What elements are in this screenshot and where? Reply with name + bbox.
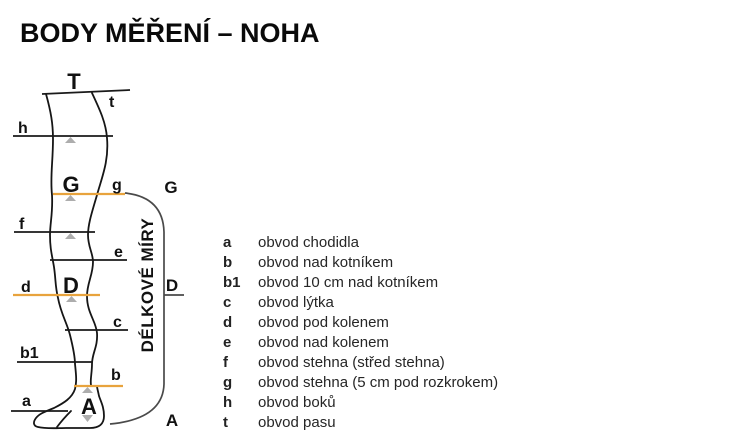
legend-row-g: [223, 373, 498, 393]
measurement-line-T: [42, 90, 130, 94]
legend-row-d: [223, 313, 498, 333]
page-title: BODY MĚŘENÍ – NOHA: [20, 18, 320, 48]
marker-triangle-f: [65, 233, 76, 239]
legend-text: obvod stehna (střed stehna): [258, 354, 445, 371]
label-h: h: [18, 120, 28, 137]
legend-key: h: [223, 394, 233, 411]
label-d-red: d: [21, 279, 31, 296]
legend-row-a: [223, 233, 498, 253]
label-c: c: [113, 314, 122, 331]
legend: [223, 233, 498, 433]
marker-triangle-b: [82, 387, 93, 393]
label-g-red: g: [112, 177, 122, 194]
bracket-label-D: D: [165, 276, 179, 295]
legend-text: obvod boků: [258, 394, 336, 411]
legend-row-b1: [223, 273, 498, 293]
label-b-red: b: [111, 367, 121, 384]
legend-row-c: [223, 293, 498, 313]
legend-text: obvod nad kotníkem: [258, 254, 394, 271]
legend-row-e: [223, 333, 498, 353]
length-axis-caption: DÉLKOVÉ MÍRY: [138, 217, 157, 353]
legend-text: obvod nad kolenem: [258, 334, 389, 351]
legend-text: obvod stehna (5 cm pod rozkrokem): [258, 374, 499, 391]
legend-text: obvod pasu: [258, 414, 336, 431]
legend-row-h: [223, 393, 498, 413]
legend-text: obvod 10 cm nad kotníkem: [258, 274, 439, 291]
bracket-label-G: G: [164, 178, 178, 197]
legend-key: c: [223, 294, 232, 311]
legend-key: g: [223, 374, 233, 391]
legend-key: t: [223, 414, 228, 431]
legend-text: obvod chodidla: [258, 234, 359, 251]
label-G: G: [62, 172, 80, 197]
marker-triangle-h: [65, 137, 76, 143]
legend-key: e: [223, 334, 232, 351]
bracket-label-A: A: [165, 411, 179, 430]
legend-row-b: [223, 253, 498, 273]
label-e: e: [114, 244, 123, 261]
label-b1: b1: [20, 345, 39, 362]
legend-key: d: [223, 314, 233, 331]
foot-instep-line: [57, 411, 71, 427]
label-D: D: [63, 273, 79, 298]
label-f: f: [19, 216, 25, 233]
legend-row-f: [223, 353, 498, 373]
legend-row-t: [223, 413, 498, 433]
label-t: t: [109, 94, 115, 111]
label-A: A: [81, 394, 97, 419]
legend-key: f: [223, 354, 228, 371]
label-T: T: [67, 69, 81, 94]
legend-text: obvod pod kolenem: [258, 314, 389, 331]
legend-key: b1: [223, 274, 241, 291]
legend-key: a: [223, 234, 232, 251]
label-a: a: [22, 393, 31, 410]
legend-text: obvod lýtka: [258, 294, 334, 311]
leg-outline-right: [87, 93, 107, 386]
legend-key: b: [223, 254, 233, 271]
